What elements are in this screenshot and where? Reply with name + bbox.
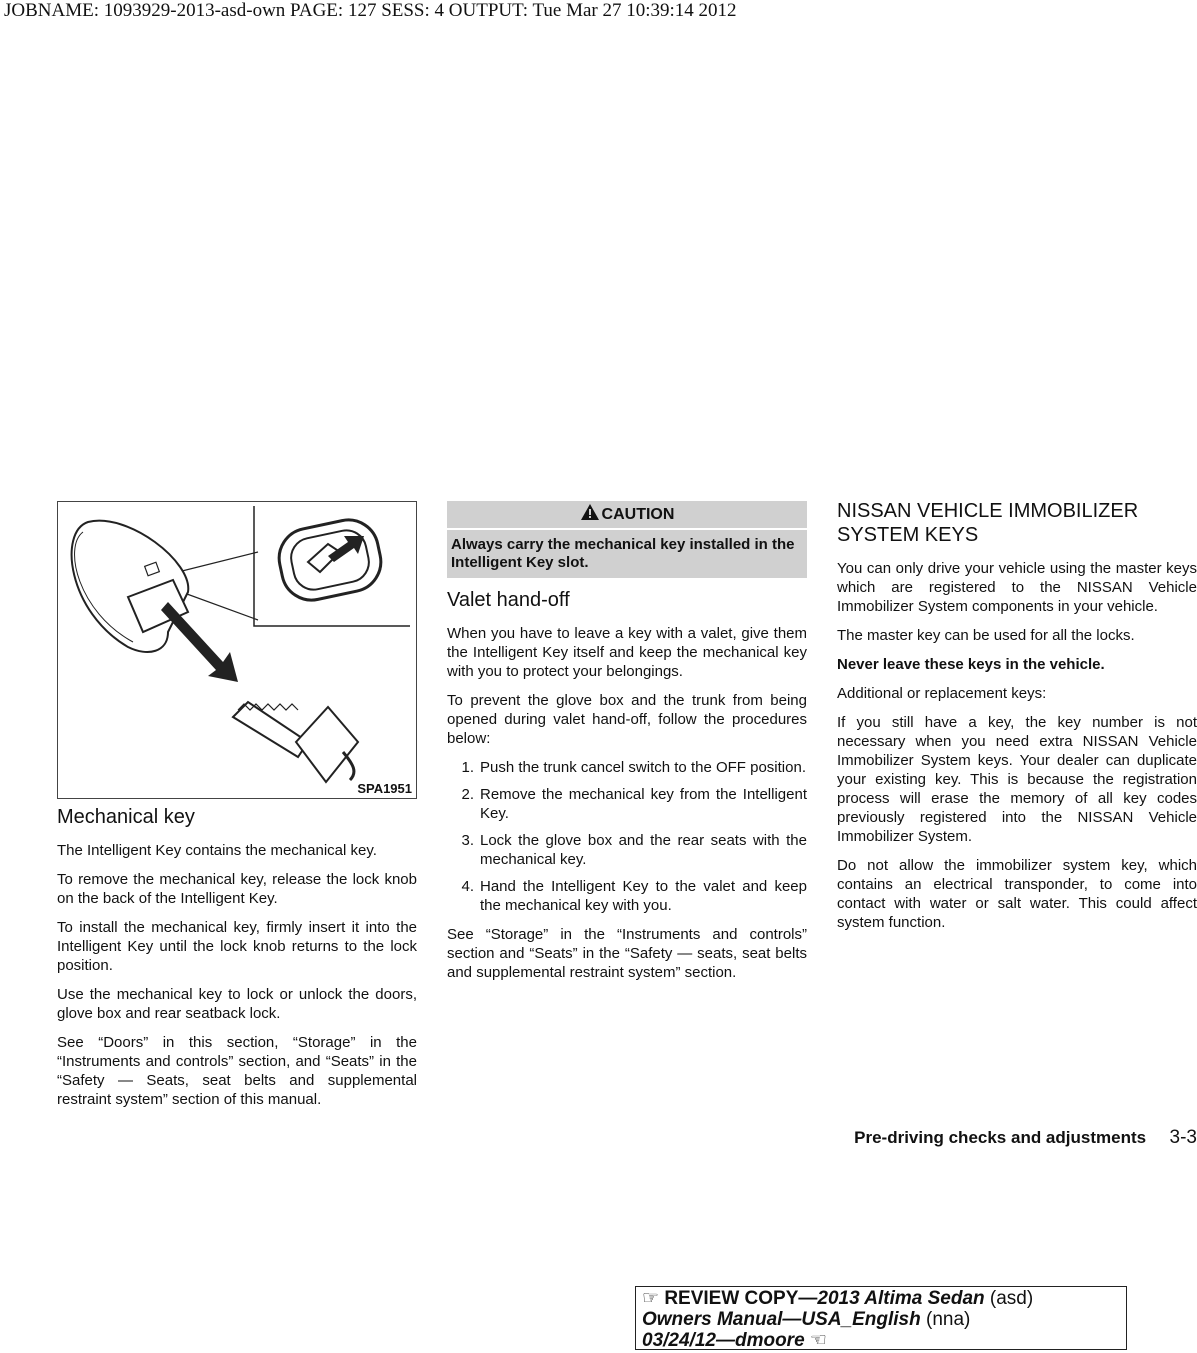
- caution-text: Always carry the mechanical key installed in the Intelligent Key slot.: [447, 530, 807, 578]
- paragraph: Additional or replacement keys:: [837, 685, 1047, 702]
- warning-triangle-icon: [580, 503, 600, 526]
- paragraph: See “Doors” in this section, “Storage” in the “Instruments and controls” section, and “Seats” in the “Safety — Seats, seat belts and supplemental restraint system” section of this manual.: [57, 1034, 417, 1108]
- column-valet: [447, 501, 807, 992]
- paragraph: To install the mechanical key, firmly insert it into the Intelligent Key until the lock knob returns to the lock position.: [57, 919, 417, 974]
- warning-paragraph: Never leave these keys in the vehicle.: [837, 656, 1105, 673]
- review-line2-a: Owners Manual—USA_English: [642, 1309, 921, 1330]
- caution-title: CAUTION: [601, 506, 675, 523]
- column-immobilizer: [837, 499, 1197, 942]
- review-line1-b: 2013 Altima Sedan: [817, 1288, 985, 1309]
- list-item: 4. Hand the Intelligent Key to the valet and keep the mechanical key with you.: [461, 878, 807, 914]
- paragraph: The Intelligent Key contains the mechanical key.: [57, 842, 377, 859]
- key-illustration: [58, 502, 416, 798]
- paragraph: Use the mechanical key to lock or unlock the doors, glove box and rear seatback lock.: [57, 986, 417, 1022]
- mechanical-key-figure: [57, 501, 417, 799]
- list-item: 2. Remove the mechanical key from the Intelligent Key.: [461, 786, 807, 822]
- review-line1-a: REVIEW COPY—: [664, 1288, 818, 1309]
- column-mechanical-key: [57, 805, 417, 1119]
- paragraph: You can only drive your vehicle using the master keys which are registered to the NISSAN Vehicle Immobilizer System components in your vehicle.: [837, 560, 1197, 615]
- review-line3: 03/24/12—dmoore: [642, 1330, 805, 1351]
- footer-section-title: Pre-driving checks and adjustments: [854, 1128, 1147, 1147]
- caution-banner: [447, 501, 807, 528]
- page-footer: [827, 1127, 1197, 1149]
- paragraph: The master key can be used for all the locks.: [837, 627, 1135, 644]
- heading-immobilizer-keys: NISSAN VEHICLE IMMOBILIZER SYSTEM KEYS: [837, 500, 1139, 546]
- paragraph: Do not allow the immobilizer system key, which contains an electrical transponder, to come into contact with water or salt water. This could affect system function.: [837, 857, 1197, 931]
- paragraph: To prevent the glove box and the trunk from being opened during valet hand-off, follow the procedures below:: [447, 692, 807, 747]
- valet-steps-list: [447, 758, 807, 915]
- heading-mechanical-key: Mechanical key: [57, 806, 195, 828]
- list-item: 3. Lock the glove box and the rear seats with the mechanical key.: [461, 832, 807, 868]
- page-number: 3-3: [1169, 1127, 1197, 1148]
- heading-valet-hand-off: Valet hand-off: [447, 589, 570, 611]
- paragraph: See “Storage” in the “Instruments and controls” section and “Seats” in the “Safety — seats, seat belts and supplemental restraint system” section.: [447, 926, 807, 981]
- list-item: 1. Push the trunk cancel switch to the OFF position.: [461, 759, 806, 776]
- review-line2-b: (nna): [926, 1309, 971, 1330]
- pointing-hand-icon: ☜: [809, 1330, 827, 1351]
- paragraph: When you have to leave a key with a valet, give them the Intelligent Key itself and keep the mechanical key with you to protect your belongings.: [447, 625, 807, 680]
- paragraph: If you still have a key, the key number is not necessary when you need extra NISSAN Vehicle Immobilizer System keys. Your dealer can duplicate your existing key. This is because the registration process will erase the memory of all key codes previously registered into the NISSAN Vehicle Immobilizer System.: [837, 714, 1197, 845]
- figure-label: SPA1951: [357, 781, 412, 796]
- review-line1-c: (asd): [989, 1288, 1034, 1309]
- pointing-hand-icon: ☞: [642, 1288, 660, 1309]
- job-header: JOBNAME: 1093929-2013-asd-own PAGE: 127 SESS: 4 OUTPUT: Tue Mar 27 10:39:14 2012: [4, 0, 737, 21]
- paragraph: To remove the mechanical key, release the lock knob on the back of the Intelligent Key.: [57, 871, 417, 907]
- review-copy-box: [635, 1286, 1127, 1350]
